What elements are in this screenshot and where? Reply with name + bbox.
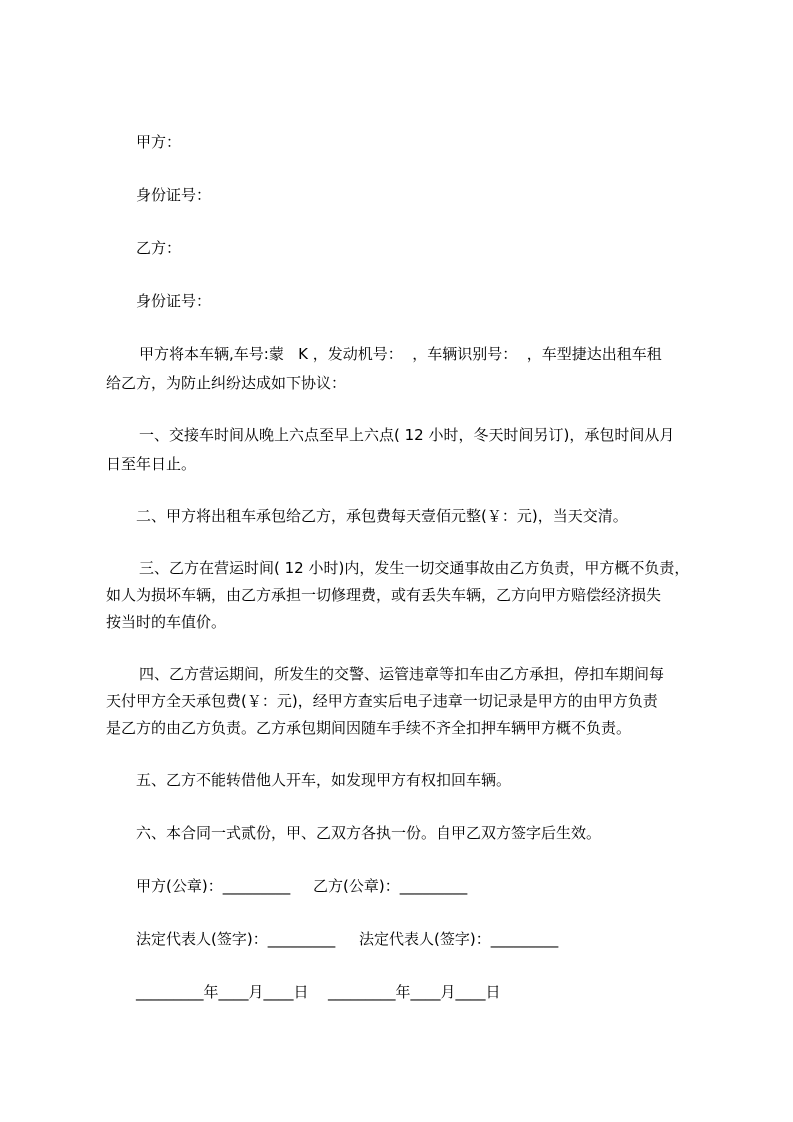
clause-2-line-1: 二、甲方将出租车承包给乙方，承包费每天壹佰元整(￥：元)，当天交清。 [136,507,628,525]
clause-5-line-1: 五、乙方不能转借他人开车，如发现甲方有权扣回车辆。 [136,771,512,789]
clause-3-line-3: 按当时的车值价。 [106,613,227,631]
party-a-label: 甲方： [136,133,182,151]
clause-1-line-2: 日至年日止。 [106,455,197,473]
signature-date-a: _________年____月____日 [136,983,309,1001]
intro-line-1: 甲方将本车辆,车号:蒙 K ，发动机号： ，车辆识别号： ，车型捷达出租车租 [139,345,662,363]
clause-4-line-3: 是乙方的由乙方负责。乙方承包期间因随车手续不齐全扣押车辆甲方概不负责。 [106,719,632,737]
intro-line-2: 给乙方，为防止纠纷达成如下协议： [106,374,347,392]
clause-4-line-1: 四、乙方营运期间，所发生的交警、运管违章等扣车由乙方承担，停扣车期间每 [139,665,665,683]
clause-1-line-1: 一、交接车时间从晚上六点至早上六点( 12 小时，冬天时间另订)，承包时间从月 [139,426,675,444]
clause-3-line-1: 三、乙方在营运时间( 12 小时)内，发生一切交通事故由乙方负责，甲方概不负责， [139,559,690,577]
signature-party-a: 甲方(公章)：_________ [136,877,295,895]
clause-4-line-2: 天付甲方全天承包费(￥：元)，经甲方查实后电子违章一切记录是甲方的由甲方负责 [106,692,658,710]
clause-3-line-2: 如人为损坏车辆，由乙方承担一切修理费，或有丢失车辆，乙方向甲方赔偿经济损失 [106,586,662,604]
party-a-id-label: 身份证号： [136,186,212,204]
signature-party-b: 乙方(公章)：_________ [313,877,468,895]
party-b-label: 乙方： [136,239,182,257]
signature-date-b: _________年____月____日 [328,983,501,1001]
clause-6-line-1: 六、本合同一式贰份，甲、乙双方各执一份。自甲乙双方签字后生效。 [136,824,602,842]
signature-representative-b: 法定代表人(签字)：_________ [359,930,559,948]
signature-representative-a: 法定代表人(签字)：_________ [136,930,340,948]
party-b-id-label: 身份证号： [136,292,212,310]
